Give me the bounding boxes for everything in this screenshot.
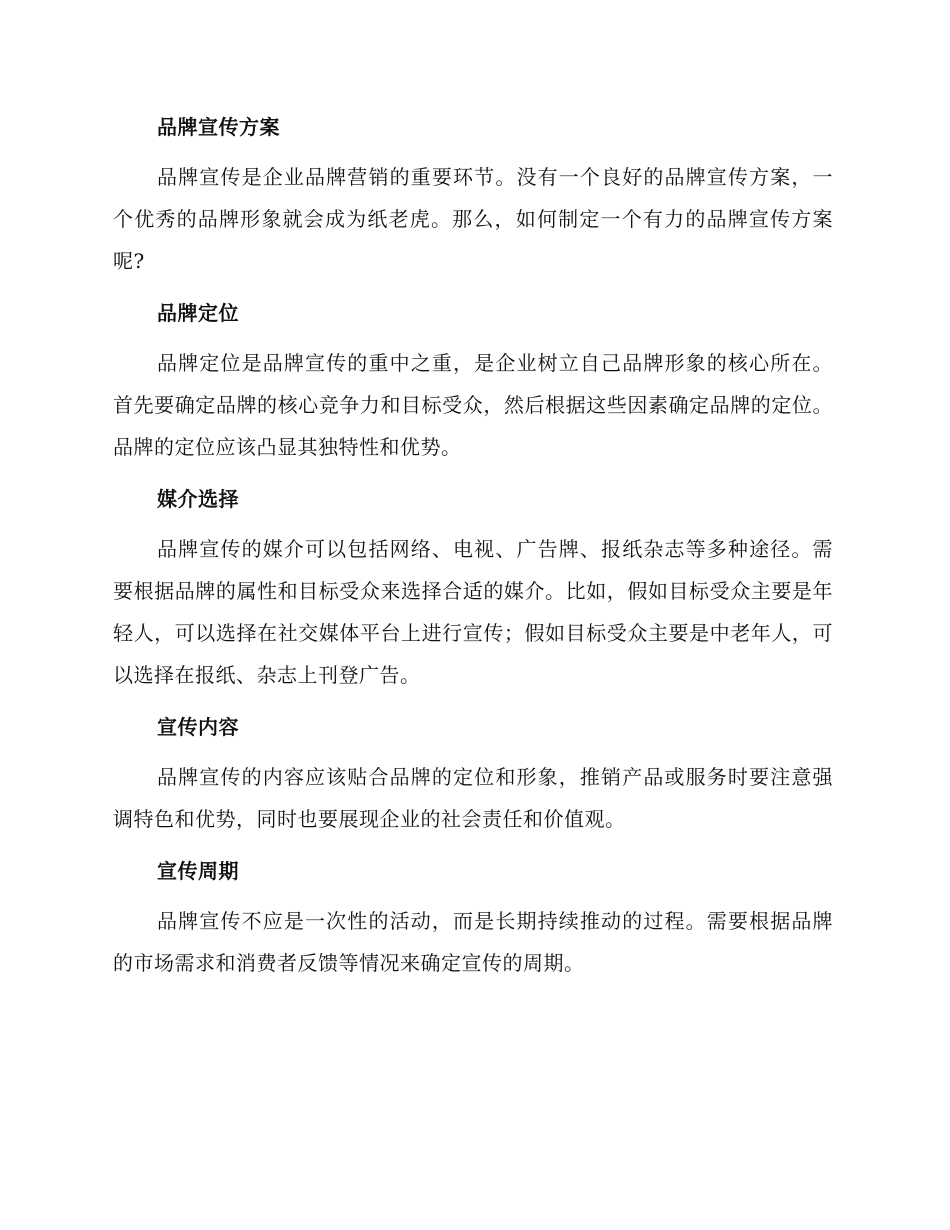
section-promotion-content: [113, 708, 833, 840]
document-page: [113, 108, 833, 996]
intro-paragraph: 品牌宣传是企业品牌营销的重要环节。没有一个良好的品牌宣传方案，一个优秀的品牌形象就会成为纸老虎。那么，如何制定一个有力的品牌宣传方案呢?: [113, 165, 833, 273]
section-brand-positioning: [113, 294, 833, 468]
section-heading: 宣传周期: [157, 859, 239, 883]
section-paragraph: 品牌宣传的媒介可以包括网络、电视、广告牌、报纸杂志等多种途径。需要根据品牌的属性和目标受众来选择合适的媒介。比如，假如目标受众主要是年轻人，可以选择在社交媒体平台上进行宣传；假如目标受众主要是中老年人，可以选择在报纸、杂志上刊登广告。: [113, 537, 833, 687]
section-heading: 媒介选择: [157, 487, 239, 511]
section-heading: 品牌定位: [157, 301, 239, 325]
section-paragraph: 品牌宣传不应是一次性的活动，而是长期持续推动的过程。需要根据品牌的市场需求和消费者反馈等情况来确定宣传的周期。: [113, 909, 833, 975]
section-paragraph: 品牌宣传的内容应该贴合品牌的定位和形象，推销产品或服务时要注意强调特色和优势，同时也要展现企业的社会责任和价值观。: [113, 765, 833, 831]
section-paragraph: 品牌定位是品牌宣传的重中之重，是企业树立自己品牌形象的核心所在。首先要确定品牌的核心竞争力和目标受众，然后根据这些因素确定品牌的定位。品牌的定位应该凸显其独特性和优势。: [113, 351, 833, 459]
intro-section: [113, 108, 833, 282]
section-media-selection: [113, 480, 833, 696]
document-title: 品牌宣传方案: [157, 115, 280, 139]
section-heading: 宣传内容: [157, 715, 239, 739]
section-promotion-cycle: [113, 852, 833, 984]
